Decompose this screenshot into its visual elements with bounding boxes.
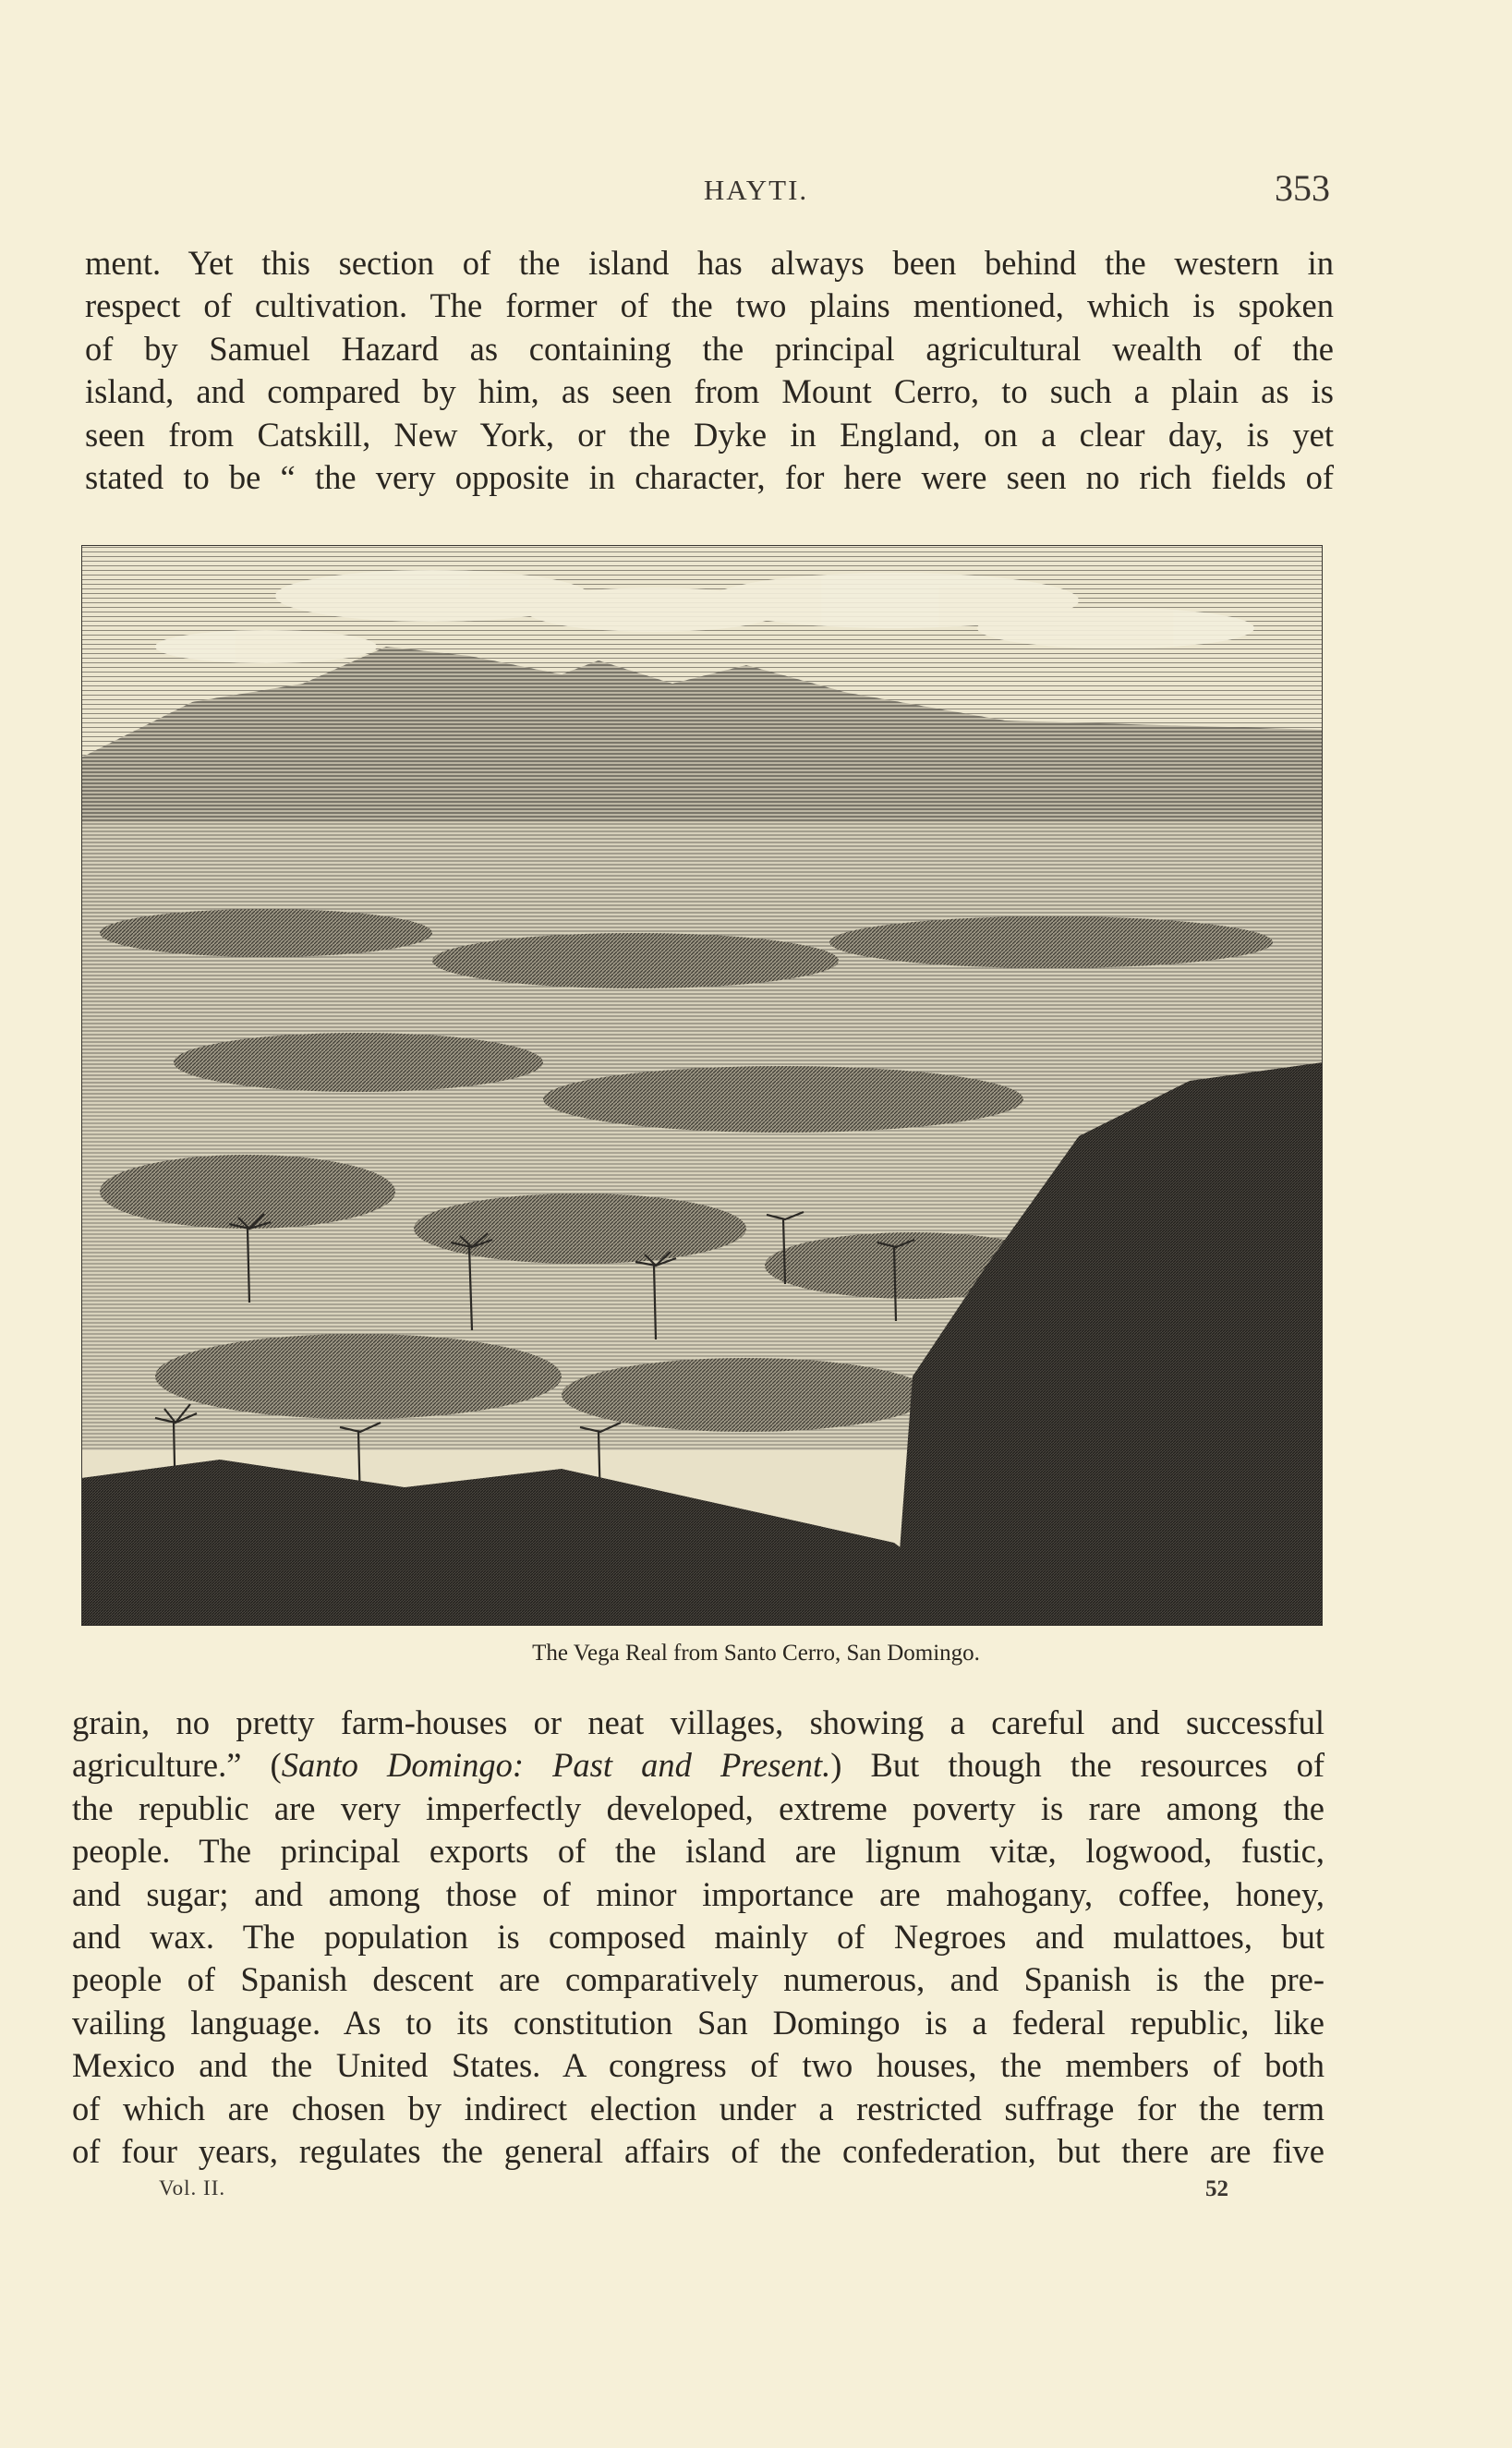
landscape-engraving [81, 545, 1323, 1626]
text-line-with-citation [72, 1744, 1325, 1787]
engraving-illustration [81, 545, 1323, 1626]
book-title-citation: Santo Domingo: Past and Present. [281, 1746, 831, 1785]
text-line: of which are chosen by indirect election under a restricted suffrage for the term [72, 2089, 1325, 2127]
text-line: and wax. The population is composed mainly of Negroes and mulattoes, but [72, 1918, 1325, 1957]
figure-caption: The Vega Real from Santo Cerro, San Domingo. [532, 1641, 980, 1666]
text-line: the republic are very imperfectly developed, extreme poverty is rare among the [72, 1788, 1325, 1827]
text-line: Mexico and the United States. A congress of two houses, the members of both [72, 2046, 1325, 2085]
paragraph-top [85, 242, 1334, 499]
text-line: island, and compared by him, as seen from Mount Cerro, to such a plain as is [85, 372, 1334, 411]
paragraph-bottom [72, 1702, 1325, 2173]
text-line: seen from Catskill, New York, or the Dyke in England, on a clear day, is yet [85, 415, 1334, 454]
text-line: people of Spanish descent are comparatively numerous, and Spanish is the pre- [72, 1960, 1325, 1999]
text-fragment: agriculture.” ( [72, 1746, 282, 1785]
text-fragment: ) But though the resources of [830, 1746, 1325, 1785]
text-line: and sugar; and among those of minor importance are mahogany, coffee, honey, [72, 1874, 1325, 1913]
text-line: ment. Yet this section of the island has always been behind the western in [85, 244, 1334, 282]
text-line: grain, no pretty farm-houses or neat villages, showing a careful and successful [72, 1703, 1325, 1741]
text-line: respect of cultivation. The former of the two plains mentioned, which is spoken [85, 286, 1334, 325]
text-line: of by Samuel Hazard as containing the principal agricultural wealth of the [85, 329, 1334, 368]
text-line: vailing language. As to its constitution San Domingo is a federal republic, like [72, 2003, 1325, 2042]
volume-footer: Vol. II. [159, 2176, 226, 2200]
text-line: people. The principal exports of the island are lignum vitæ, logwood, fustic, [72, 1832, 1325, 1871]
running-head: HAYTI. [703, 174, 809, 206]
page-number: 353 [1275, 167, 1330, 209]
text-line: of four years, regulates the general affairs of the confederation, but there are five [72, 2132, 1325, 2171]
signature-mark: 52 [1205, 2176, 1228, 2201]
text-line: stated to be “ the very opposite in character, for here were seen no rich fields of [85, 458, 1334, 497]
